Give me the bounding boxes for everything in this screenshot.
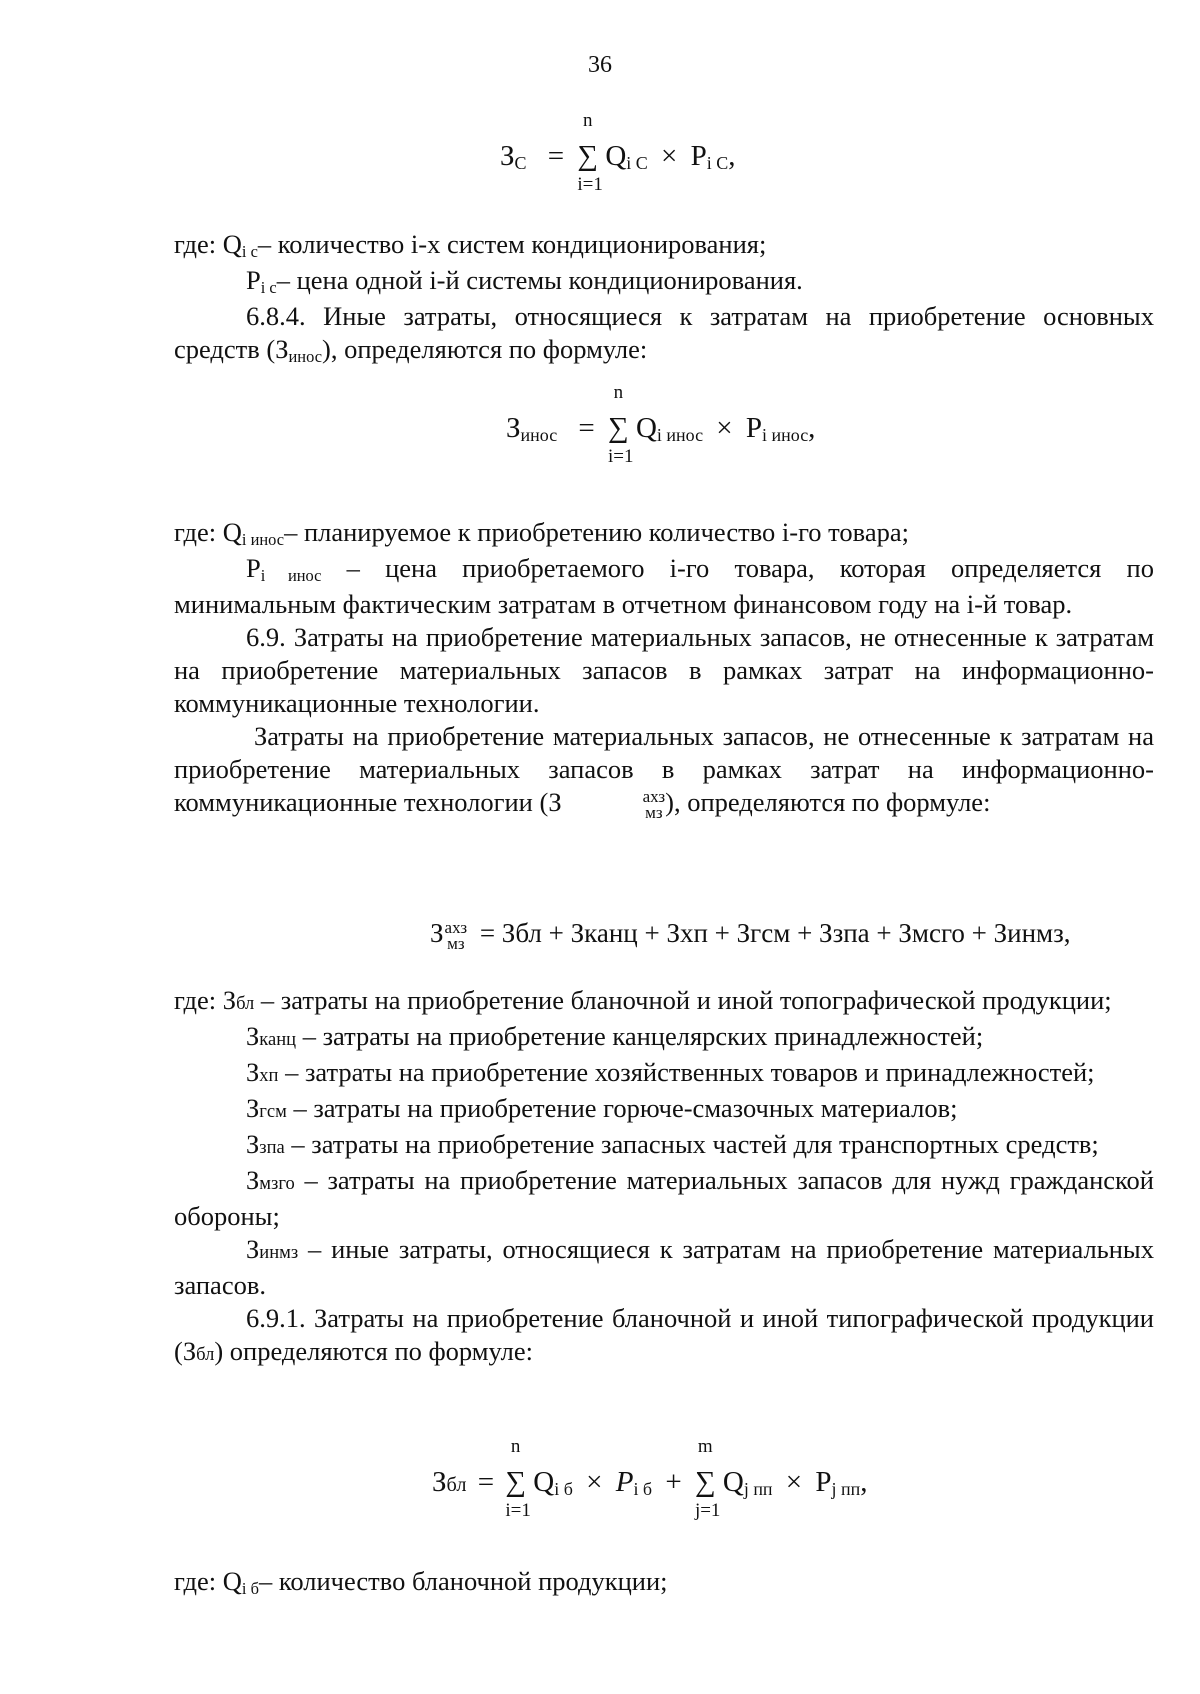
- paragraph: Зинмз – иные затраты, относящиеся к затратам на приобретение материальных запасов.: [174, 1234, 1154, 1300]
- formula-printed-products: Збл = n ∑ i=1 $Q_{i б} \times P_{i б}$ + m ∑ j=1 $Q_{j пп} \times P_{j пп}$,: [432, 1436, 868, 1521]
- paragraph: $P_{i инос}$ – цена приобретаемого i-го товара, которая определяется по минимальным фактическим затратам в отчетном финансовом году на i-й товар.: [174, 553, 1154, 619]
- paragraph: где: $Q_{i инос}-$ планируемое к приобретению количество i-го товара;: [174, 517, 909, 550]
- paragraph: Змзго – затраты на приобретение материальных запасов для нужд гражданской обороны;: [174, 1165, 1154, 1231]
- paragraph: 6.8.4. Иные затраты, относящиеся к затратам на приобретение основных средств $(З_{инос})$, определяются по формуле:: [174, 301, 1154, 367]
- text-block-2: [174, 516, 1154, 821]
- paragraph: 6.9.1. Затраты на приобретение бланочной и иной типографической продукции (Збл) определяются по формуле:: [174, 1303, 1154, 1366]
- page-number: 36: [588, 52, 612, 78]
- paragraph: Затраты на приобретение материальных запасов, не отнесенные к затратам на приобретение материальных запасов в рамках затрат на информационно-коммуникационные технологии (З ахз мз ), определяются по формуле:: [174, 721, 1154, 822]
- paragraph: $P_{i с}-$ цена одной i-й системы кондиционирования.: [246, 265, 803, 298]
- paragraph: Зканц – затраты на приобретение канцелярских принадлежностей;: [246, 1021, 984, 1051]
- text-block-3: [174, 984, 1154, 1371]
- paragraph: где: Збл – затраты на приобретение бланочной и иной топографической продукции;: [174, 985, 1112, 1015]
- paragraph: 6.9. Затраты на приобретение материальных запасов, не отнесенные к затратам на приобретение материальных запасов в рамках затрат на информационно-коммуникационные технологии.: [174, 622, 1154, 718]
- text-block-1: [174, 228, 1154, 369]
- paragraph: где: $Q_{i с}-$ количество i-х систем кондиционирования;: [174, 229, 767, 262]
- text-block-4: [174, 1565, 1154, 1601]
- formula-conditioning: $З_С$ = n ∑ i=1 $Q_{i С} \times P_{i С}$,: [500, 110, 736, 195]
- paragraph: Згсм – затраты на приобретение горюче-смазочных материалов;: [246, 1093, 958, 1123]
- paragraph: Ззпа – затраты на приобретение запасных частей для транспортных средств;: [246, 1129, 1099, 1159]
- paragraph: Зхп – затраты на приобретение хозяйственных товаров и принадлежностей;: [246, 1057, 1095, 1087]
- paragraph: где: $Q_{i б}-$ количество бланочной продукции;: [174, 1566, 668, 1599]
- formula-material-reserves: З ахз мз = Збл + Зканц + Зхп + Згсм + Ззпа + Змсго + Зинмз,: [430, 917, 1071, 953]
- formula-other-costs: $З_{инос}$ = n ∑ i=1 $Q_{i инос} \times P_{i инос}$,: [506, 382, 816, 467]
